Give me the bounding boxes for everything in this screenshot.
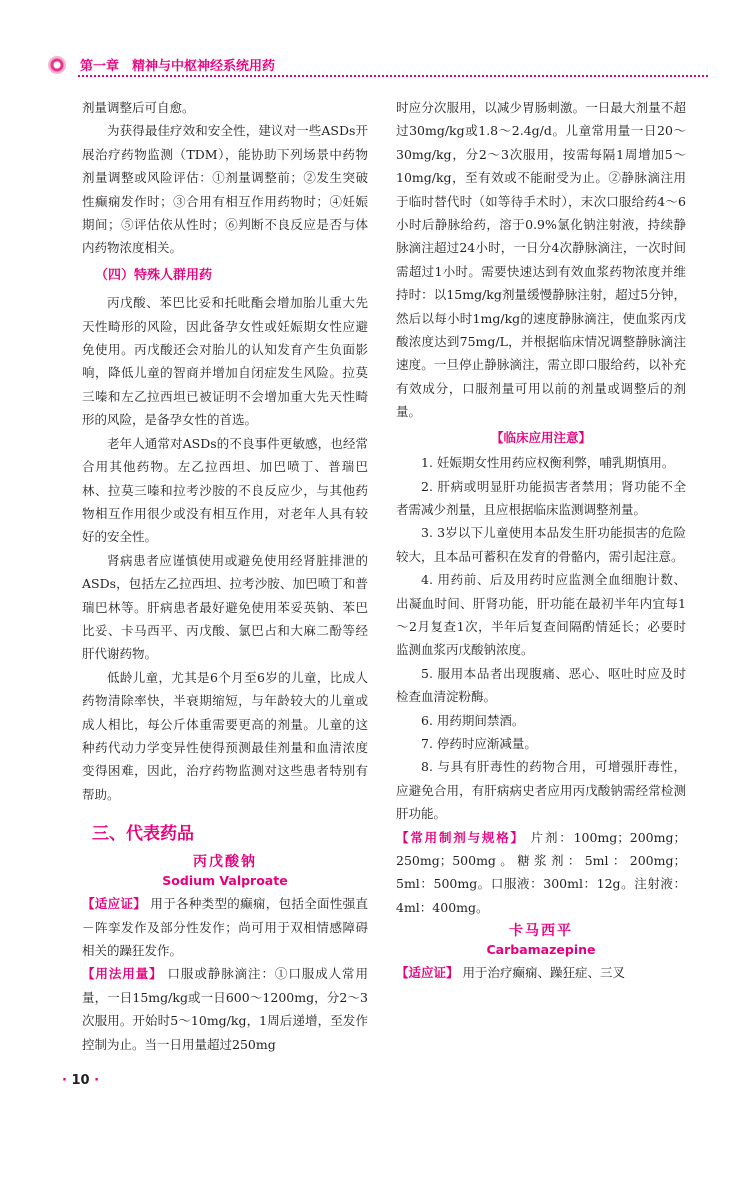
note-item: 5. 服用本品者出现腹痛、恶心、呕吐时应及时检查血清淀粉酶。 [396,665,686,705]
chapter-logo-icon [48,56,66,74]
drug2-name-cn: 卡马西平 [509,923,573,940]
page-number-value: 10 [71,1073,90,1088]
usage-text: 口服或静脉滴注：①口服成人常用量，一日15mg/kg或一日600～1200mg，分2～3次服用。开始时5～10mg/kg，1周后递增，至发作控制为止。当一日用量超过250mg [82,966,368,1052]
clinical-notes-tag: 【临床应用注意】 [490,429,591,445]
header-divider [78,75,708,77]
paragraph: 丙戊酸、苯巴比妥和托吡酯会增加胎儿重大先天性畸形的风险，因此备孕女性或妊娠期女性应避免使用。丙戊酸还会对胎儿的认知发育产生负面影响，降低儿童的智商并增加自闭症发生风险。拉莫三嗪和左乙拉西坦已被证明不会增加重大先天性畸形的风险，是备孕女性的首选。 [82,295,368,428]
chapter-title: 第一章 精神与中枢神经系统用药 [80,59,276,74]
indication-paragraph [82,892,368,962]
paragraph: 剂量调整后可自愈。 [82,100,195,115]
page-number: · 10 · [62,1073,100,1088]
forms-tag: 【常用制剂与规格】 [396,829,525,845]
subsection-heading: （四）特殊人群用药 [95,267,213,283]
drug2-name-en: Carbamazepine [486,942,596,958]
paragraph: 肾病患者应谨慎使用或避免使用经肾脏排泄的ASDs，包括左乙拉西坦、拉考沙胺、加巴喷丁和普瑞巴林等。肝病患者最好避免使用苯妥英钠、苯巴比妥、卡马西平、丙戊酸、氯巴占和大麻二酚等经肝代谢药物。 [82,552,368,662]
note-item: 3. 3岁以下儿童使用本品发生肝功能损害的危险较大，且本品可蓄积在发育的骨骼内，需引起注意。 [396,525,686,564]
paragraph: 为获得最佳疗效和安全性，建议对一些ASDs开展治疗药物监测（TDM），能协助下列场景中药物剂量调整或风险评估：①剂量调整前；②发生突破性癫痫发作时；③合用有相互作用药物时；④妊娠期间；⑤评估依从性时；⑥判断不良反应是否与体内药物浓度相关。 [82,123,368,256]
usage-paragraph [82,962,368,1056]
note-item: 8. 与具有肝毒性的药物合用，可增强肝毒性，应避免合用，有肝病病史者应用丙戊酸钠需经常检测肝功能。 [396,759,686,822]
note-item: 1. 妊娠期女性用药应权衡利弊，哺乳期慎用。 [421,455,675,471]
running-header [48,52,708,78]
note-item: 7. 停药时应渐减量。 [421,735,537,751]
paragraph: 老年人通常对ASDs的不良事件更敏感，也经常合用其他药物。左乙拉西坦、加巴喷丁、普瑞巴林、拉莫三嗪和拉考沙胺的不良反应少，与其他药物相互作用很少或没有相互作用，对老年人具有较好的安全性。 [82,435,368,545]
forms-text: 片剂：100mg；200mg；250mg；500mg。糖浆剂：5ml：200mg；5ml：500mg。口服液：300ml：12g。注射液：4ml：400mg。 [396,829,686,915]
right-column [396,96,686,985]
forms-paragraph [396,826,686,920]
usage-tag: 【用法用量】 [82,966,163,982]
note-item: 6. 用药期间禁酒。 [421,712,525,728]
paragraph: 低龄儿童，尤其是6个月至6岁的儿童，比成人药物清除率快，半衰期缩短，与年龄较大的儿童或成人相比，每公斤体重需要更高的剂量。儿童的这种药代动力学变异性使得预测最佳剂量和血清浓度变得困难，因此，治疗药物监测对这些患者特别有帮助。 [82,669,368,802]
paragraph: 时应分次服用，以减少胃肠刺激。一日最大剂量不超过30mg/kg或1.8～2.4g/d。儿童常用量一日20～30mg/kg，分2～3次服用，按需每隔1周增加5～10mg/kg，至有效或不能耐受为止。②静脉滴注用于临时替代时（如等待手术时），末次口服给药4～6小时后静脉给药，溶于0.9%氯化钠注射液，持续静脉滴注超过24小时，一日分4次静脉滴注，一次时间需超过1小时。需要快速达到有效血浆药物浓度并维持时：以15mg/kg剂量缓慢静脉注射，超过5分钟，然后以每小时1mg/kg的速度静脉滴注，使血浆丙戊酸浓度达到75mg/L，并根据临床情况调整静脉滴注速度。一旦停止静脉滴注，需立即口服给药，以补充有效成分，口服剂量可用以前的剂量或调整后的剂量。 [396,100,686,420]
indication2-paragraph [396,961,686,984]
indication-tag: 【适应证】 [82,896,147,912]
note-item: 4. 用药前、后及用药时应监测全血细胞计数、出凝血时间、肝肾功能，肝功能在最初半年内宜每1～2月复查1次，半年后复查间隔酌情延长；必要时监测血浆丙戊酸钠浓度。 [396,572,686,658]
drug-name-en: Sodium Valproate [162,873,288,889]
section-title: 三、代表药品 [92,824,194,845]
note-item: 2. 肝病或明显肝功能损害者禁用；肾功能不全者需减少剂量，且应根据临床监测调整剂量。 [396,478,686,517]
drug-name-cn: 丙戊酸钠 [193,854,257,871]
indication2-text: 用于治疗癫痫、躁狂症、三叉 [462,965,626,981]
indication2-tag: 【适应证】 [396,965,459,981]
indication-text: 用于各种类型的癫痫，包括全面性强直－阵挛发作及部分性发作；尚可用于双相情感障碍相关的躁狂发作。 [82,896,368,958]
left-column [82,96,368,1056]
